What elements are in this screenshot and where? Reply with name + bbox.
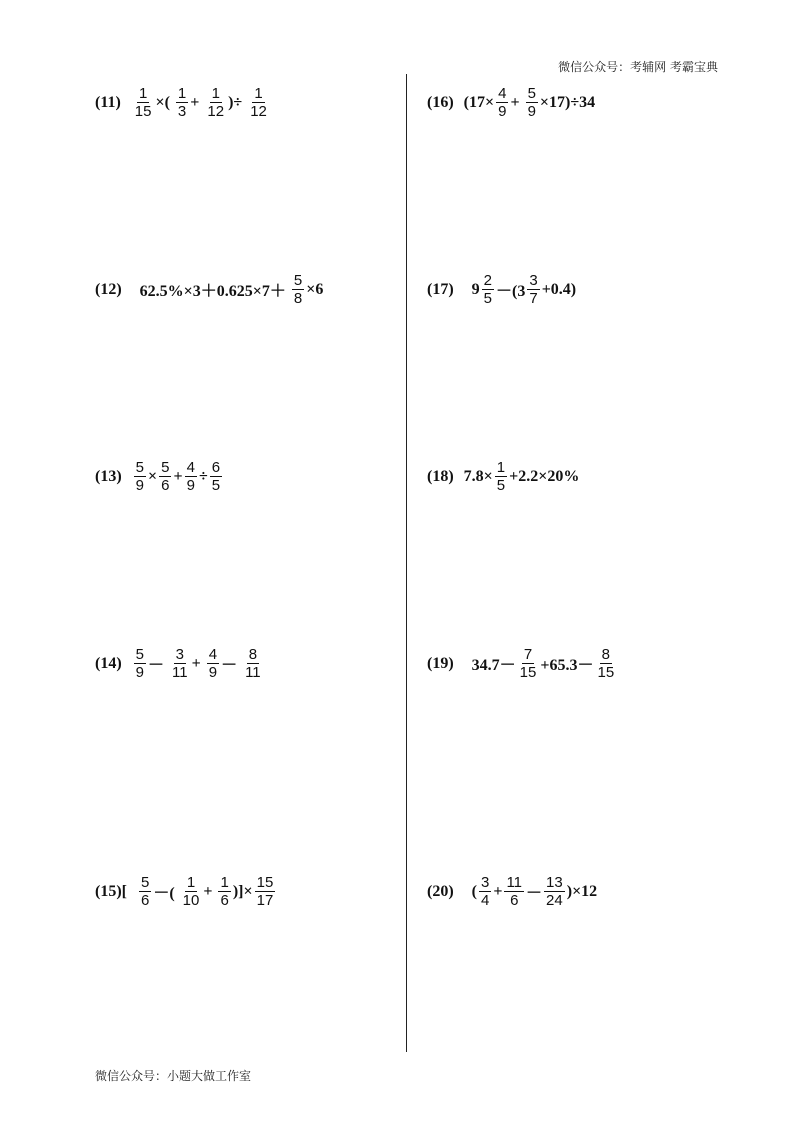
fraction-denominator: 24 (546, 892, 563, 909)
fraction-numerator: 5 (527, 85, 536, 102)
expression-text: + (191, 654, 205, 672)
expression-text: 34.7－ (463, 657, 516, 674)
fraction-denominator: 9 (135, 664, 144, 681)
fraction (159, 459, 171, 494)
problem-17 (427, 272, 576, 307)
fraction-denominator: 9 (498, 103, 507, 120)
problem-14 (95, 646, 265, 681)
fraction-denominator: 9 (135, 477, 144, 494)
expression-text: + (510, 93, 524, 111)
fraction-denominator: 5 (483, 290, 492, 307)
expression-text: 9 (463, 280, 480, 298)
problem-number: (18) (427, 467, 454, 485)
problem-19 (427, 646, 618, 681)
fraction-numerator: 1 (220, 874, 229, 891)
problem-expression (132, 646, 265, 681)
expression-text: + (190, 93, 204, 111)
fraction-denominator: 12 (207, 103, 225, 120)
expression-text: 7.8× (463, 467, 493, 485)
problem-expression (132, 459, 224, 494)
fraction-denominator: 15 (597, 664, 615, 681)
expression-text: － (148, 657, 169, 674)
expression-text: ×6 (306, 280, 324, 298)
fraction (248, 85, 269, 120)
fraction (170, 646, 190, 681)
expression-text: － (221, 657, 242, 674)
fraction-numerator: 4 (498, 85, 507, 102)
fraction-numerator: 2 (483, 272, 492, 289)
fraction-numerator: 1 (211, 85, 220, 102)
fraction-denominator: 8 (293, 290, 303, 307)
expression-text: × (148, 467, 158, 485)
fraction (134, 459, 146, 494)
expression-text: － (526, 885, 543, 902)
expression-text: + (173, 467, 183, 485)
fraction-numerator: 5 (293, 272, 303, 289)
page-footer: 微信公众号：小题大做工作室 (95, 1069, 252, 1083)
fraction-numerator: 1 (254, 85, 263, 102)
problem-expression (132, 272, 324, 307)
fraction-denominator: 6 (140, 892, 150, 909)
fraction-denominator: 5 (211, 477, 221, 494)
problem-15 (95, 874, 277, 909)
fraction (482, 272, 494, 307)
fraction-numerator: 15 (256, 874, 274, 891)
fraction-denominator: 6 (161, 477, 170, 494)
fraction-numerator: 7 (523, 646, 533, 663)
fraction-numerator: 3 (529, 272, 538, 289)
fraction (133, 85, 154, 120)
fraction-numerator: 5 (135, 646, 144, 663)
problem-number: (17) (427, 280, 454, 298)
expression-text: +0.4) (541, 280, 577, 298)
fraction-numerator: 1 (138, 85, 148, 102)
expression-text: ×( (155, 93, 174, 111)
expression-text: +2.2×20% (509, 467, 580, 485)
expression-text: + (493, 882, 503, 900)
expression-text: )×12 (566, 882, 598, 900)
fraction-denominator: 15 (519, 664, 537, 681)
fraction-numerator: 11 (506, 874, 523, 891)
expression-text: )]× (232, 882, 253, 900)
fraction (544, 874, 565, 909)
problem-expression (464, 646, 619, 681)
fraction (134, 646, 146, 681)
fraction (595, 646, 616, 681)
problem-20 (427, 874, 597, 909)
fraction-denominator: 6 (510, 892, 519, 909)
problem-13 (95, 459, 224, 494)
expression-text: ( (463, 882, 477, 900)
fraction-denominator: 12 (250, 103, 267, 120)
fraction (176, 85, 188, 120)
fraction (181, 874, 202, 909)
fraction-numerator: 8 (248, 646, 258, 663)
fraction (210, 459, 222, 494)
fraction-numerator: 3 (175, 646, 184, 663)
fraction-numerator: 5 (161, 459, 170, 476)
problem-expression (131, 85, 271, 120)
problem-expression (464, 272, 576, 307)
problem-11 (95, 85, 271, 120)
problem-expression (464, 85, 596, 120)
fraction-numerator: 1 (177, 85, 187, 102)
fraction-denominator: 9 (208, 664, 218, 681)
problem-number: (11) (95, 93, 121, 111)
problem-number: (13) (95, 467, 122, 485)
fraction-denominator: 10 (182, 892, 200, 909)
expression-text: )÷ (228, 93, 247, 111)
problem-16 (427, 85, 595, 120)
fraction-numerator: 3 (480, 874, 490, 891)
fraction-denominator: 4 (480, 892, 490, 909)
fraction-numerator: 13 (546, 874, 563, 891)
problem-number: (15)[ (95, 882, 127, 900)
problem-number: (16) (427, 93, 454, 111)
fraction-denominator: 9 (527, 103, 536, 120)
problem-number: (19) (427, 654, 454, 672)
fraction-numerator: 5 (140, 874, 150, 891)
page-header: 微信公众号：考辅网 考霸宝典 (558, 60, 718, 74)
expression-text: －(3 (496, 283, 526, 300)
fraction (479, 874, 491, 909)
fraction-denominator: 15 (134, 103, 152, 120)
fraction-denominator: 3 (177, 103, 187, 120)
fraction (207, 646, 219, 681)
fraction (205, 85, 226, 120)
fraction-denominator: 9 (186, 477, 195, 494)
expression-text: (17× (463, 93, 495, 111)
fraction (504, 874, 524, 909)
fraction (496, 85, 508, 120)
fraction (243, 646, 263, 681)
fraction-numerator: 8 (601, 646, 610, 663)
expression-text: －( (153, 885, 179, 902)
fraction-numerator: 1 (496, 459, 506, 476)
expression-text: +65.3－ (540, 657, 594, 674)
fraction-denominator: 6 (220, 892, 229, 909)
fraction (255, 874, 276, 909)
fraction-denominator: 17 (256, 892, 274, 909)
fraction (185, 459, 197, 494)
problem-18 (427, 459, 579, 494)
fraction-denominator: 7 (529, 290, 538, 307)
fraction (518, 646, 539, 681)
problem-number: (20) (427, 882, 454, 900)
fraction (218, 874, 230, 909)
fraction-numerator: 4 (208, 646, 218, 663)
fraction-numerator: 6 (211, 459, 221, 476)
fraction-denominator: 11 (172, 664, 188, 681)
problem-expression (464, 459, 580, 494)
fraction-numerator: 5 (135, 459, 144, 476)
problem-expression (464, 874, 598, 909)
fraction-denominator: 11 (245, 664, 261, 681)
fraction-numerator: 4 (186, 459, 195, 476)
fraction (495, 459, 507, 494)
fraction (526, 85, 538, 120)
fraction-numerator: 1 (186, 874, 196, 891)
fraction-denominator: 5 (496, 477, 506, 494)
problem-expression (137, 874, 277, 909)
fraction (292, 272, 304, 307)
expression-text: + (203, 882, 217, 900)
expression-text: ×17)÷34 (539, 93, 596, 111)
problem-number: (12) (95, 280, 122, 298)
problem-number: (14) (95, 654, 122, 672)
column-divider (406, 74, 407, 1052)
expression-text: 62.5%×3＋0.625×7＋ (131, 283, 290, 300)
expression-text: ÷ (198, 467, 208, 485)
fraction (139, 874, 151, 909)
problem-12 (95, 272, 323, 307)
fraction (527, 272, 539, 307)
